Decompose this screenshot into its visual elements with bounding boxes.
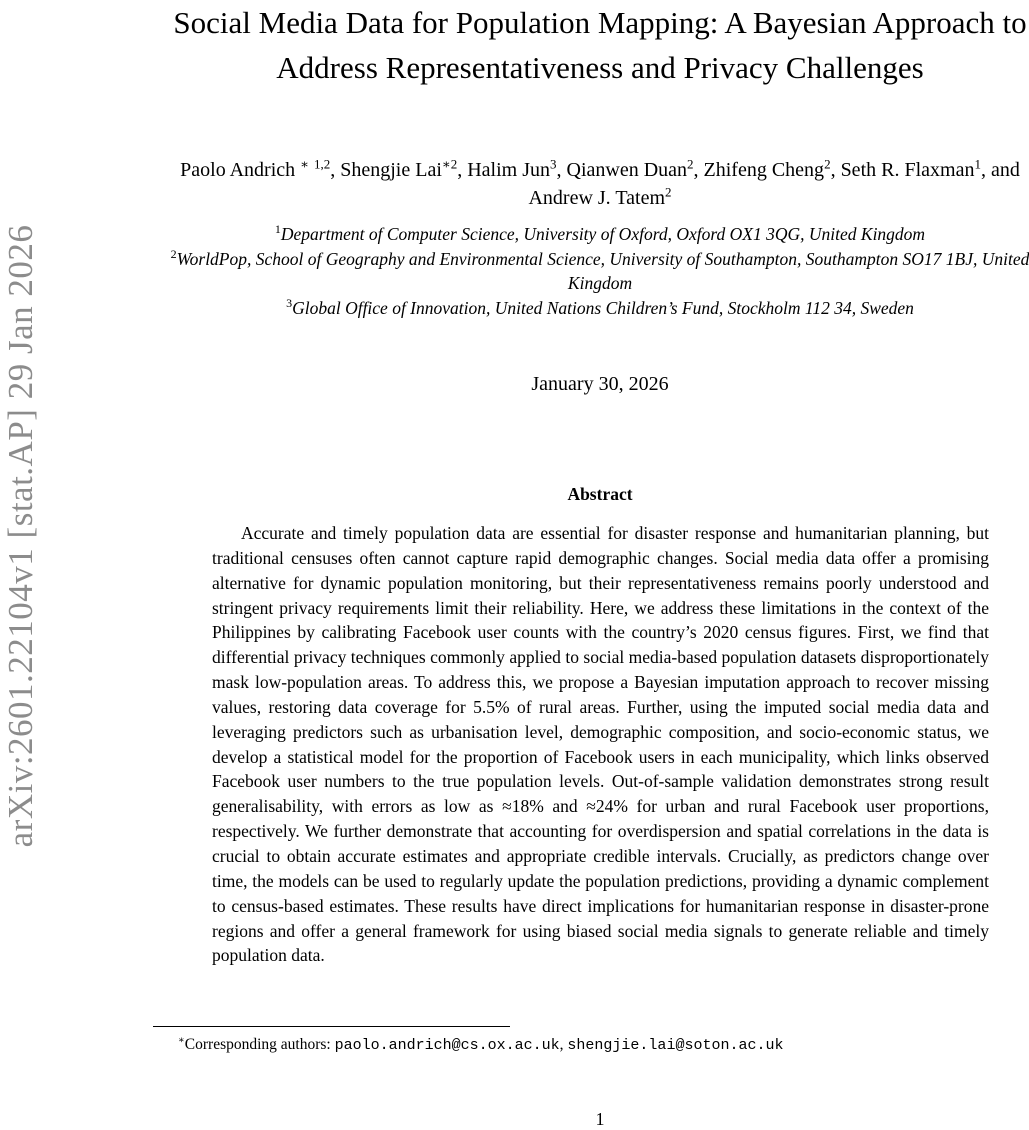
email-link-andrich[interactable]: paolo.andrich@cs.ox.ac.uk (334, 1037, 560, 1054)
author-affiliation-sup: 2 (687, 156, 694, 172)
affiliation-list (160, 222, 1029, 320)
affiliation-number: 1 (274, 222, 281, 237)
author-star-mark: ∗ (300, 156, 309, 172)
author-name: Andrew J. Tatem (528, 187, 666, 209)
author-name: Shengjie Lai (340, 159, 442, 181)
author-name: Seth R. Flaxman (840, 159, 975, 181)
footnote-divider (153, 1026, 510, 1027)
author-star-mark: ∗ (441, 156, 451, 172)
affiliation-item (160, 247, 1029, 296)
paper-title: Social Media Data for Population Mapping: A Bayesian Approach to Address Representativeness and Privacy Challenges (173, 5, 1027, 85)
publication-date: January 30, 2026 (531, 373, 669, 395)
affiliation-item (160, 296, 1029, 321)
corresponding-authors-footnote (178, 1034, 1018, 1057)
email-link-lai[interactable]: shengjie.lai@soton.ac.uk (567, 1037, 784, 1054)
author-list: Paolo Andrich ∗ $^{1,2}$, Shengjie Lai$^{∗2}$, Halim Jun$^3$, Qianwen Duan$^2$, Zhifeng Cheng$^2$, Seth R. Flaxman$^1$, and Andrew J. Tatem$^2$ (180, 156, 1020, 209)
footnote-mark: ∗ (178, 1034, 185, 1046)
footnote-separator: , (559, 1036, 564, 1053)
author-affiliation-sup: 1,2 (313, 156, 331, 172)
author-affiliation-sup: 2 (824, 156, 831, 172)
affiliation-item (160, 222, 1029, 247)
author-affiliation-sup: 3 (550, 156, 557, 172)
affiliation-text: WorldPop, School of Geography and Environmental Science, University of Southampton, Southampton SO17 1BJ, United Kingdom (176, 248, 1029, 293)
affiliation-number: 2 (170, 246, 177, 261)
author-affiliation-sup: 1 (974, 156, 981, 172)
page-number: 1 (595, 1109, 605, 1129)
abstract-heading: Abstract (567, 484, 633, 504)
author-name: Halim Jun (467, 159, 550, 181)
arxiv-identifier: arXiv:2601.22104v1 [stat.AP] 29 Jan 2026 (1, 224, 40, 848)
abstract-text: Accurate and timely population data are essential for disaster response and humanitarian planning, but traditional censuses often cannot capture rapid demographic changes. Social media data offer a promising alternative for dynamic population monitoring, but their representativeness remains poorly understood and stringent privacy requirements limit their reliability. Here, we address these limitations in the context of the Philippines by calibrating Facebook user counts with the country’s 2020 census figures. First, we find that differential privacy techniques commonly applied to social media-based population datasets disproportionately mask low-population areas. To address this, we propose a Bayesian imputation approach to recover missing values, restoring data coverage for 5.5% of rural areas. Further, using the imputed social media data and leveraging predictors such as urbanisation level, demographic composition, and socio-economic status, we develop a statistical model for the proportion of Facebook users in each municipality, which links observed Facebook user numbers to the true population levels. Out-of-sample validation demonstrates strong result generalisability, with errors as low as ≈18% and ≈24% for urban and rural Facebook user proportions, respectively. We further demonstrate that accounting for overdispersion and spatial correlations in the data is crucial to obtain accurate estimates and appropriate credible intervals. Crucially, as predictors change over time, the models can be used to regularly update the population predictions, providing a dynamic complement to census-based estimates. These results have direct implications for humanitarian response in disaster-prone regions and offer a general framework for using biased social media signals to generate reliable and timely population data. (212, 523, 989, 966)
author-affiliation-sup: 2 (665, 184, 672, 200)
author-name: Paolo Andrich (180, 159, 296, 181)
author-name: Zhifeng Cheng (703, 159, 825, 181)
affiliation-text: Global Office of Innovation, United Nations Children’s Fund, Stockholm 112 34, Sweden (292, 297, 914, 318)
footnote-label: Corresponding authors: (184, 1036, 331, 1053)
author-name: Qianwen Duan (566, 159, 688, 181)
author-affiliation-sup: 2 (450, 156, 458, 172)
affiliation-number: 3 (286, 295, 293, 310)
affiliation-text: Department of Computer Science, University of Oxford, Oxford OX1 3QG, United Kingdom (280, 224, 926, 244)
